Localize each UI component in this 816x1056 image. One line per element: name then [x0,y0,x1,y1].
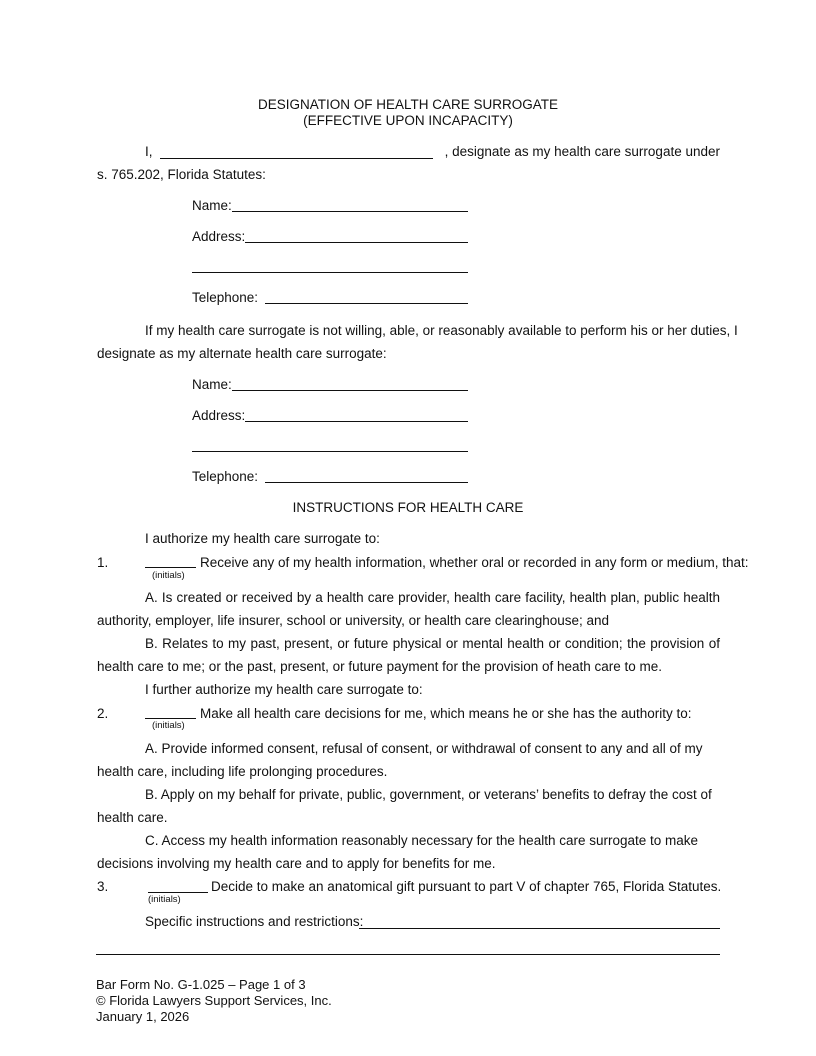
item1-text: Receive any of my health information, whether oral or recorded in any form or medium, that: [200,555,749,570]
alternate-name-label: Name: [192,377,232,392]
principal-name-line[interactable] [160,158,433,159]
item2-initials-line[interactable] [145,718,196,719]
alternate-telephone-line[interactable] [265,482,468,483]
item2-b-line2: health care. [97,810,168,825]
item3-number: 3. [97,879,109,894]
further-authorize: I further authorize my health care surrogate to: [145,682,423,697]
intro-suffix: , designate as my health care surrogate under [444,144,720,159]
specific-instructions-label: Specific instructions and restrictions: [145,914,364,929]
item2-c-line1: C. Access my health information reasonably necessary for the health care surrogate to make [145,833,699,848]
item2-a-line2: health care, including life prolonging procedures. [97,764,388,779]
item1-b-line1: B. Relates to my past, present, or future physical or mental health or condition; the provision of [145,636,720,651]
item2-text: Make all health care decisions for me, which means he or she has the authority to: [200,706,692,721]
alternate-address-line[interactable] [245,421,468,422]
footer-date: January 1, 2026 [96,1009,190,1024]
alternate-name-line[interactable] [232,390,468,391]
item1-b-line2: health care to me; or the past, present, or future payment for the provision of heath care to me. [97,659,663,674]
primary-name-line[interactable] [232,211,468,212]
item2-number: 2. [97,706,109,721]
document-subtitle: (EFFECTIVE UPON INCAPACITY) [303,113,513,128]
document-title: DESIGNATION OF HEALTH CARE SURROGATE [257,97,559,112]
footer-copyright: © Florida Lawyers Support Services, Inc. [96,993,332,1008]
primary-address-line[interactable] [245,242,468,243]
item1-a-line2: authority, employer, life insurer, school or university, or health care clearinghouse; and [97,613,610,628]
primary-telephone-line[interactable] [265,303,468,304]
alternate-address-line-2[interactable] [192,451,468,452]
instructions-heading: INSTRUCTIONS FOR HEALTH CARE [292,500,524,515]
alternate-telephone-label: Telephone: [192,469,259,484]
item3-initials-line[interactable] [148,892,208,893]
authorize-intro: I authorize my health care surrogate to: [145,531,380,546]
primary-address-line-2[interactable] [192,272,468,273]
footer-form-number: Bar Form No. G-1.025 – Page 1 of 3 [96,977,306,992]
primary-address-label: Address: [192,229,246,244]
intro-prefix: I, [145,144,153,159]
primary-name-label: Name: [192,198,232,213]
alternate-line1: If my health care surrogate is not willing, able, or reasonably available to perform his or her duties, I [145,323,738,338]
alternate-address-label: Address: [192,408,246,423]
item2-initials-label: (initials) [152,720,185,731]
item1-initials-label: (initials) [152,570,185,581]
item3-text: Decide to make an anatomical gift pursuant to part V of chapter 765, Florida Statutes. [211,879,722,894]
item2-a-line1: A. Provide informed consent, refusal of consent, or withdrawal of consent to any and all of my [145,741,703,756]
item1-number: 1. [97,555,109,570]
item1-a-line1: A. Is created or received by a health care provider, health care facility, health plan, public health [145,590,720,605]
alternate-line2: designate as my alternate health care surrogate: [97,346,387,361]
primary-telephone-label: Telephone: [192,290,259,305]
item3-initials-label: (initials) [148,894,181,905]
item1-initials-line[interactable] [145,567,196,568]
specific-instructions-line-2[interactable] [96,954,720,955]
item2-b-line1: B. Apply on my behalf for private, public, government, or veterans’ benefits to defray the cost of [145,787,712,802]
specific-instructions-line[interactable] [359,928,720,929]
item2-c-line2: decisions involving my health care and to apply for benefits for me. [97,856,496,871]
intro-line2: s. 765.202, Florida Statutes: [97,167,266,182]
